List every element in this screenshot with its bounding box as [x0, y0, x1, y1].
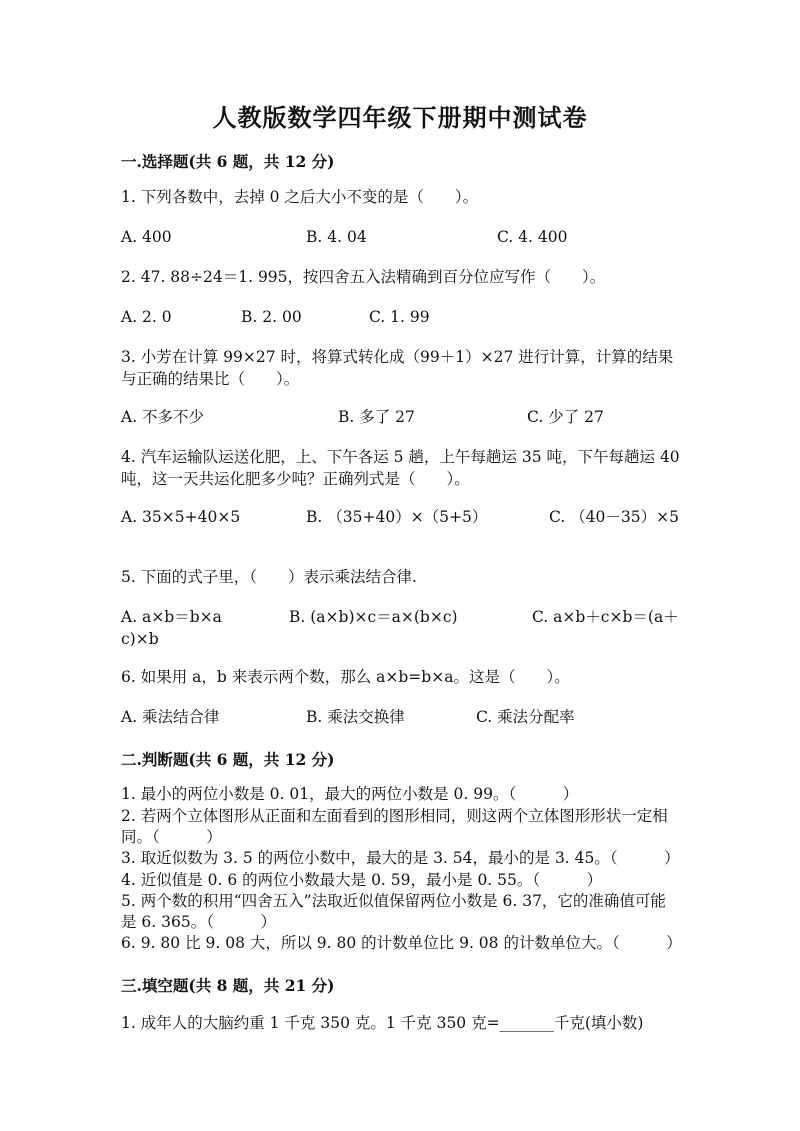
page-title: 人教版数学四年级下册期中测试卷 — [212, 103, 588, 132]
option-a: A. 2. 0 — [121, 308, 172, 326]
judge-item: 3. 取近似数为 3. 5 的两位小数中，最大的是 3. 54，最小的是 3. 45。（ ） — [121, 849, 680, 867]
option-b: B. 2. 00 — [241, 308, 302, 326]
question-stem: 5. 下面的式子里，（ ）表示乘法结合律. — [121, 568, 417, 586]
question-stem: 1. 下列各数中，去掉 0 之后大小不变的是（ ）。 — [121, 188, 479, 206]
judge-item: 4. 近似值是 0. 6 的两位小数最大是 0. 59，最小是 0. 55。（ ） — [121, 871, 603, 889]
question-stem: 2. 47. 88÷24＝1. 995，按四舍五入法精确到百分位应写作（ ）。 — [121, 268, 606, 286]
judge-item: 2. 若两个立体图形从正面和左面看到的图形相同，则这两个立体图形形状一定相同。（ ） — [121, 807, 668, 846]
option-a: A. a×b＝b×a — [121, 608, 222, 626]
question-stem: 4. 汽车运输队运送化肥，上、下午各运 5 趟，上午每趟运 35 吨，下午每趟运 40 吨，这一天共运化肥多少吨？正确列式是（ ）。 — [121, 448, 680, 488]
option-a: A. 乘法结合律 — [121, 708, 220, 726]
judge-item: 6. 9. 80 比 9. 08 大，所以 9. 80 的计数单位比 9. 08 的计数单位大。（ ） — [121, 934, 682, 952]
section-heading-fill: 三.填空题(共 8 题，共 21 分) — [121, 976, 335, 995]
option-b: B. 多了 27 — [338, 408, 415, 426]
option-b: B. 乘法交换律 — [306, 708, 405, 726]
option-b: B. （35+40）×（5+5） — [306, 508, 488, 526]
section-heading-judge: 二.判断题(共 6 题，共 12 分) — [121, 750, 335, 769]
option-c: C. a×b＋c×b＝(a＋c)×b — [121, 608, 679, 648]
option-a: A. 35×5+40×5 — [121, 508, 241, 526]
question-stem: 3. 小芳在计算 99×27 时，将算式转化成（99＋1）×27 进行计算，计算的结果与正确的结果比（ ）。 — [121, 348, 674, 388]
judge-item: 5. 两个数的积用“四舍五入”法取近似值保留两位小数是 6. 37，它的准确值可能是 6. 365。（ ） — [121, 892, 666, 931]
section-heading-choice: 一.选择题(共 6 题，共 12 分) — [121, 152, 335, 171]
option-c: C. 少了 27 — [527, 408, 604, 426]
option-a: A. 不多不少 — [121, 408, 205, 426]
option-b: B. (a×b)×c＝a×(b×c) — [289, 608, 458, 626]
option-a: A. 400 — [121, 228, 172, 246]
fill-item: 1. 成年人的大脑约重 1 千克 350 克。1 千克 350 克=_______千克(填小数) — [121, 1014, 644, 1032]
option-c: C. 4. 400 — [497, 228, 568, 246]
judge-item: 1. 最小的两位小数是 0. 01，最大的两位小数是 0. 99。（ ） — [121, 785, 579, 803]
option-b: B. 4. 04 — [306, 228, 367, 246]
option-c: C. （40－35）×5 — [549, 508, 679, 526]
option-c: C. 1. 99 — [369, 308, 430, 326]
option-c: C. 乘法分配率 — [476, 708, 575, 726]
question-stem: 6. 如果用 a，b 来表示两个数，那么 a×b=b×a。这是（ ）。 — [121, 668, 570, 686]
